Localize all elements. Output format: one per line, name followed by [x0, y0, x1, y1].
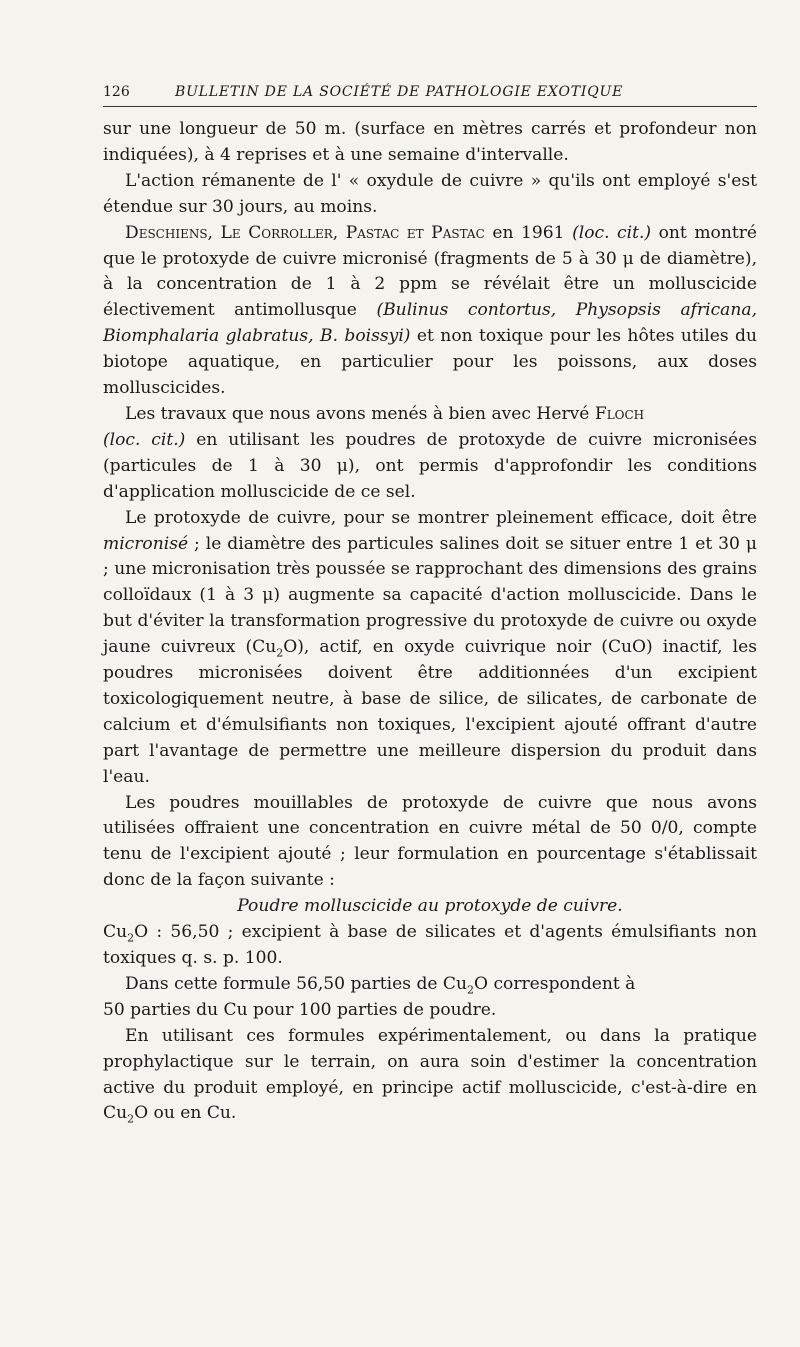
paragraph-text: en utilisant les poudres de protoxyde de cuivre micronisées (particules de 1 à 30 μ), ont permis d'approfondir les conditions d'application molluscicide de ce sel. [103, 429, 757, 502]
paragraph-6: Les poudres mouillables de protoxyde de cuivre que nous avons utilisées offraient une concentration en cuivre métal de 50 0/0, compte tenu de l'excipient ajouté ; leur formulation en pourcentage s'établissait donc de la façon suivante : [103, 792, 757, 891]
formula-text: O : 56,50 ; excipient à base de silicates et d'agents émulsifiants non toxiques q. s. p. 100. [103, 922, 757, 968]
subheading: Poudre molluscicide au protoxyde de cuivre. [237, 896, 623, 917]
emphasis: micronisé [103, 533, 189, 554]
subscript: 2 [127, 931, 135, 945]
year: en 1961 [484, 222, 573, 243]
citation: (loc. cit.) [572, 222, 652, 243]
paragraph-text: et non toxique pour les hôtes utiles du biotope aquatique, en particulier pour les poissons, aux doses molluscicides. [103, 326, 758, 399]
article-body [103, 117, 757, 1127]
citation: (loc. cit.) [103, 429, 186, 450]
paragraph-text: 50 parties du Cu pour 100 parties de poudre. [103, 999, 497, 1020]
subscript: 2 [467, 983, 475, 997]
paragraph-text: O ou en Cu. [134, 1103, 237, 1124]
page-number: 126 [103, 84, 130, 100]
running-header [103, 76, 757, 107]
author-name: Floch [594, 403, 645, 424]
paragraph-4 [103, 402, 757, 506]
paragraph-1: sur une longueur de 50 m. (surface en mètres carrés et profondeur non indiquées), à 4 reprises et à une semaine d'intervalle. [103, 119, 757, 165]
formula [103, 920, 757, 972]
running-title: BULLETIN DE LA SOCIÉTÉ DE PATHOLOGIE EXOTIQUE [175, 84, 624, 100]
paragraph-2: L'action rémanente de l' « oxydule de cuivre » qu'ils ont employé s'est étendue sur 30 jours, au moins. [103, 170, 757, 217]
paragraph-8 [103, 1024, 757, 1128]
paragraph-text: Les travaux que nous avons menés à bien avec Hervé [125, 403, 595, 424]
paragraph-7 [103, 972, 757, 1024]
page [103, 76, 757, 1127]
paragraph-text: Dans cette formule 56,50 parties de Cu [125, 973, 468, 994]
subscript: 2 [276, 646, 284, 660]
paragraph-text: O), actif, en oxyde cuivrique noir (CuO) inactif, les poudres micronisées doivent être additionnées d'un excipient toxicologiquement neutre, à base de silice, de silicates, de carbonate de calcium et d'émulsifiants non toxiques, l'excipient ajouté offrant d'autre part l'avantage de permettre une meilleure dispersion du produit dans l'eau. [103, 637, 757, 787]
subscript: 2 [127, 1112, 135, 1126]
paragraph-text: En utilisant ces formules expérimentalement, ou dans la pratique prophylactique sur le terrain, on aura soin d'estimer la concentration active du produit employé, en principe actif molluscicide, c'est-à-dire en Cu [103, 1025, 757, 1124]
author-names: Deschiens, Le Corroller, Pastac et Pastac [125, 222, 485, 243]
formula-text: Cu [103, 922, 128, 943]
paragraph-text: ont montré que le protoxyde de cuivre micronisé (fragments de 5 à 30 μ de diamètre), à la concentration de 1 à 2 ppm se révélait être un molluscicide électivement antimollusque [103, 222, 757, 321]
paragraph-3 [103, 221, 757, 402]
paragraph-text: Le protoxyde de cuivre, pour se montrer pleinement efficace, doit être [125, 507, 757, 528]
species-list: (Bulinus contortus, Physopsis africana, Biomphalaria glabratus, B. boissyi) [103, 300, 758, 347]
paragraph-text: O correspondent à [474, 973, 636, 994]
paragraph-5 [103, 506, 757, 791]
paragraph-text: ; le diamètre des particules salines doit se situer entre 1 et 30 μ ; une micronisation très poussée se rapprochant des dimensions des grains colloïdaux (1 à 3 μ) augmente sa capacité d'action molluscicide. Dans le but d'éviter la transformation progressive du protoxyde de cuivre ou oxyde jaune cuivreux (Cu [103, 533, 757, 658]
